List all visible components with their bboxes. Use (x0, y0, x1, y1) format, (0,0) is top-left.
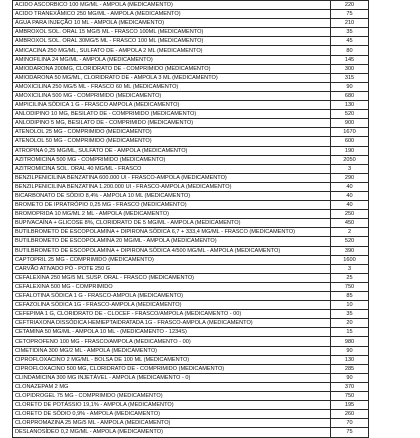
table-row (13, 346, 369, 355)
medication-name-cell: CETOPROFENO 100 MG - FRASCO/AMPOLA (MEDICAMENTO - 00) (13, 337, 331, 346)
quantity-cell: 390 (331, 246, 369, 255)
table-row (13, 310, 369, 319)
table-row (13, 328, 369, 337)
table-row (13, 392, 369, 401)
medication-name-cell: BUTILBROMETO DE ESCOPOLAMINA + DIPIRONA SÓDICA 4/500 MG/ML - AMPOLA (MEDICAMENTO) (13, 246, 331, 255)
medication-name-cell: DESLANOSÍDEO 0,2 MG/ML - AMPOLA (MEDICAMENTO) (13, 428, 331, 437)
quantity-cell: 20 (331, 319, 369, 328)
medication-name-cell: ACIDO TRANEXÂMICO 250 MG/ML - AMPOLA (MEDICAMENTO) (13, 10, 331, 19)
table-row (13, 155, 369, 164)
quantity-cell: 90 (331, 346, 369, 355)
table-row (13, 46, 369, 55)
table-body (13, 1, 369, 438)
quantity-cell: 45 (331, 37, 369, 46)
medication-name-cell: CETAMINA 50 MG/ML - AMPOLA 10 ML - (MEDICAMENTO - 1234S) (13, 328, 331, 337)
medication-name-cell: CIMETIDINA 300 MG/2 ML - AMPOLA (MEDICAMENTO) (13, 346, 331, 355)
medication-name-cell: BENZILPENICILINA BENZATINA 1.200.000 UI - FRASCO-AMPOLA (MEDICAMENTO) (13, 182, 331, 191)
medication-name-cell: AMICACINA 250 MG/ML, SULFATO DE - AMPOLA 2 ML (MEDICAMENTO) (13, 46, 331, 55)
table-row (13, 337, 369, 346)
medication-name-cell: CLORETO DE POTÁSSIO 19,1% - AMPOLA (MEDICAMENTO) (13, 401, 331, 410)
medication-name-cell: BICARBONATO DE SÓDIO 8,4% - AMPOLA 10 ML (MEDICAMENTO) (13, 191, 331, 200)
table-row (13, 355, 369, 364)
quantity-cell: 210 (331, 19, 369, 28)
medication-name-cell: CEFTRIAXONA DISSÓDICA HEMIEPTAIDRATADA 1G - FRASCO-AMPOLA (MEDICAMENTO) (13, 319, 331, 328)
table-row (13, 273, 369, 282)
quantity-cell: 40 (331, 191, 369, 200)
quantity-cell: 40 (331, 201, 369, 210)
medication-name-cell: CLOPIDROGEL 75 MG - COMPRIMIDO (MEDICAMENTO) (13, 392, 331, 401)
medication-name-cell: CEFALOTINA SÓDICA 1 G - FRASCO-AMPOLA (MEDICAMENTO) (13, 292, 331, 301)
medication-name-cell: CIPROFLOXACINO 2 MG/ML - BOLSA DE 100 ML (MEDICAMENTO) (13, 355, 331, 364)
quantity-cell: 75 (331, 10, 369, 19)
medication-name-cell: BROMOPRIDA 10 MG/ML 2 ML - AMPOLA (MEDICAMENTO) (13, 210, 331, 219)
quantity-cell: 2050 (331, 155, 369, 164)
quantity-cell: 260 (331, 410, 369, 419)
table-row (13, 228, 369, 237)
quantity-cell: 450 (331, 219, 369, 228)
table-row (13, 73, 369, 82)
table-row (13, 110, 369, 119)
quantity-cell: 195 (331, 401, 369, 410)
quantity-cell: 130 (331, 101, 369, 110)
table-row (13, 255, 369, 264)
medication-name-cell: CIPROFLOXACINO 500 MG, CLORIDRATO DE - COMPRIMIDO (MEDICAMENTO) (13, 364, 331, 373)
quantity-cell: 1600 (331, 255, 369, 264)
quantity-cell: 75 (331, 428, 369, 437)
quantity-cell: 10 (331, 301, 369, 310)
quantity-cell: 90 (331, 373, 369, 382)
quantity-cell: 750 (331, 282, 369, 291)
medication-name-cell: BROMETO DE IPRATRÓPIO 0,25 MG - FRASCO (MEDICAMENTO) (13, 201, 331, 210)
table-row (13, 373, 369, 382)
medication-name-cell: AMINOFILINA 24 MG/ML - AMPOLA (MEDICAMENTO) (13, 55, 331, 64)
table-row (13, 137, 369, 146)
table-row (13, 55, 369, 64)
medication-name-cell: BUPIVACAÍNA + GLICOSE 8%, CLORIDRATO DE 5 MG/ML - AMPOLA (MEDICAMENTO) (13, 219, 331, 228)
quantity-cell: 900 (331, 119, 369, 128)
table-row (13, 91, 369, 100)
table-row (13, 382, 369, 391)
table-row (13, 201, 369, 210)
quantity-cell: 3 (331, 264, 369, 273)
quantity-cell: 35 (331, 310, 369, 319)
quantity-cell: 980 (331, 337, 369, 346)
medication-name-cell: CLORETO DE SÓDIO 0,9% - AMPOLA (MEDICAMENTO) (13, 410, 331, 419)
medication-name-cell: BUTILBROMETO DE ESCOPOLAMINA 20 MG/ML - AMPOLA (MEDICAMENTO) (13, 237, 331, 246)
medication-name-cell: ATENOLOL 50 MG - COMPRIMIDO (MEDICAMENTO) (13, 137, 331, 146)
medication-name-cell: ATENOLOL 25 MG - COMPRIMIDO (MEDICAMENTO) (13, 128, 331, 137)
quantity-cell: 35 (331, 28, 369, 37)
quantity-cell: 3 (331, 164, 369, 173)
table-row (13, 182, 369, 191)
medication-stock-table (12, 0, 369, 438)
quantity-cell: 285 (331, 364, 369, 373)
medication-name-cell: CARVÃO ATIVADO PÓ - POTE 250 G (13, 264, 331, 273)
medication-name-cell: AMIODARONA 200MG, CLORIDRATO DE - COMPRIMIDO (MEDICAMENTO) (13, 64, 331, 73)
medication-name-cell: AMIODARONA 50 MG/ML, CLORIDRATO DE - AMPOLA 3 ML (MEDICAMENTO) (13, 73, 331, 82)
table-row (13, 101, 369, 110)
table-row (13, 410, 369, 419)
table-row (13, 37, 369, 46)
table-row (13, 164, 369, 173)
medication-name-cell: AMBROXOL SOL. ORAL 15 MG/5 ML - FRASCO 100ML (MEDICAMENTO) (13, 28, 331, 37)
medication-name-cell: CAPTOPRIL 25 MG - COMPRIMIDO (MEDICAMENTO) (13, 255, 331, 264)
medication-name-cell: ACIDO ASCORBICO 100 MG/ML - AMPOLA (MEDICAMENTO) (13, 1, 331, 10)
quantity-cell: 370 (331, 382, 369, 391)
table-row (13, 128, 369, 137)
medication-name-cell: AMOXICILINA 500 MG - COMPRIMIDO (MEDICAMENTO) (13, 91, 331, 100)
quantity-cell: 25 (331, 273, 369, 282)
quantity-cell: 130 (331, 355, 369, 364)
table-row (13, 19, 369, 28)
quantity-cell: 520 (331, 237, 369, 246)
quantity-cell: 220 (331, 1, 369, 10)
quantity-cell: 1670 (331, 128, 369, 137)
table-row (13, 173, 369, 182)
table-row (13, 246, 369, 255)
table-row (13, 292, 369, 301)
medication-name-cell: CEFAZOLINA SÓDICA 1G - FRASCO-AMPOLA (MEDICAMENTO) (13, 301, 331, 310)
medication-name-cell: ÁGUA PARA INJEÇÃO 10 ML - AMPOLA (MEDICAMENTO) (13, 19, 331, 28)
quantity-cell: 750 (331, 392, 369, 401)
table-row (13, 28, 369, 37)
quantity-cell: 300 (331, 64, 369, 73)
quantity-cell: 520 (331, 110, 369, 119)
quantity-cell: 290 (331, 173, 369, 182)
quantity-cell: 315 (331, 73, 369, 82)
table-row (13, 428, 369, 437)
table-row (13, 264, 369, 273)
table-row (13, 282, 369, 291)
table-row (13, 319, 369, 328)
medication-name-cell: AZITROMICINA SOL. ORAL 40 MG/ML - FRASCO (13, 164, 331, 173)
medication-name-cell: BENZILPENICILINA BENZATINA 600.000 UI - FRASCO-AMPOLA (MEDICAMENTO) (13, 173, 331, 182)
quantity-cell: 2 (331, 228, 369, 237)
table-row (13, 146, 369, 155)
medication-name-cell: CLONAZEPAM 2 MG (13, 382, 331, 391)
medication-name-cell: ATROPINA 0,25 MG/ML, SULFATO DE - AMPOLA (MEDICAMENTO) (13, 146, 331, 155)
table-row (13, 301, 369, 310)
medication-name-cell: CEFALEXINA 500 MG - COMPRIMIDO (13, 282, 331, 291)
medication-name-cell: CEFALEXINA 250 MG/5 ML SUSP. ORAL - FRASCO (MEDICAMENTO) (13, 273, 331, 282)
medication-name-cell: CLINDAMICINA 300 MG INJETÁVEL - AMPOLA (MEDICAMENTO - 0) (13, 373, 331, 382)
medication-name-cell: ANLODIPINO 10 MG, BESILATO DE - COMPRIMIDO (MEDICAMENTO) (13, 110, 331, 119)
medication-name-cell: AMOXICILINA 250 MG/5 ML - FRASCO 60 ML (MEDICAMENTO) (13, 82, 331, 91)
table-row (13, 401, 369, 410)
quantity-cell: 250 (331, 210, 369, 219)
medication-name-cell: BUTILBROMETO DE ESCOPOLAMINA + DIPIRONA SÓDICA 6,7 + 333,4 MG/ML - FRASCO (MEDICAMENTO) (13, 228, 331, 237)
table-row (13, 210, 369, 219)
medication-name-cell: ANLODIPINO 5 MG, BESILATO DE - COMPRIMIDO (MEDICAMENTO) (13, 119, 331, 128)
quantity-cell: 15 (331, 328, 369, 337)
medication-name-cell: CLORPROMAZINA 25 MG/5 ML - AMPOLA (MEDICAMENTO) (13, 419, 331, 428)
table-row (13, 10, 369, 19)
table-row (13, 364, 369, 373)
table-row (13, 191, 369, 200)
table-row (13, 82, 369, 91)
quantity-cell: 190 (331, 146, 369, 155)
medication-name-cell: CEFEPIMA 1 G, CLORIDRATO DE - CLOCEF - FRASCO/AMPOLA (MEDICAMENTO - 00) (13, 310, 331, 319)
quantity-cell: 80 (331, 46, 369, 55)
quantity-cell: 85 (331, 292, 369, 301)
quantity-cell: 600 (331, 137, 369, 146)
medication-name-cell: AMBROXOL SOL. ORAL 30MG/5 ML - FRASCO 100 ML (MEDICAMENTO) (13, 37, 331, 46)
quantity-cell: 40 (331, 182, 369, 191)
medication-name-cell: AZITROMICINA 500 MG - COMPRIMIDO (MEDICAMENTO) (13, 155, 331, 164)
table-row (13, 419, 369, 428)
quantity-cell: 70 (331, 419, 369, 428)
table-row (13, 219, 369, 228)
table-row (13, 237, 369, 246)
quantity-cell: 680 (331, 91, 369, 100)
medication-name-cell: AMPICILINA SÓDICA 1 G - FRASCO AMPOLA (MEDICAMENTO) (13, 101, 331, 110)
table-row (13, 64, 369, 73)
table-row (13, 119, 369, 128)
table-row (13, 1, 369, 10)
quantity-cell: 90 (331, 82, 369, 91)
quantity-cell: 145 (331, 55, 369, 64)
